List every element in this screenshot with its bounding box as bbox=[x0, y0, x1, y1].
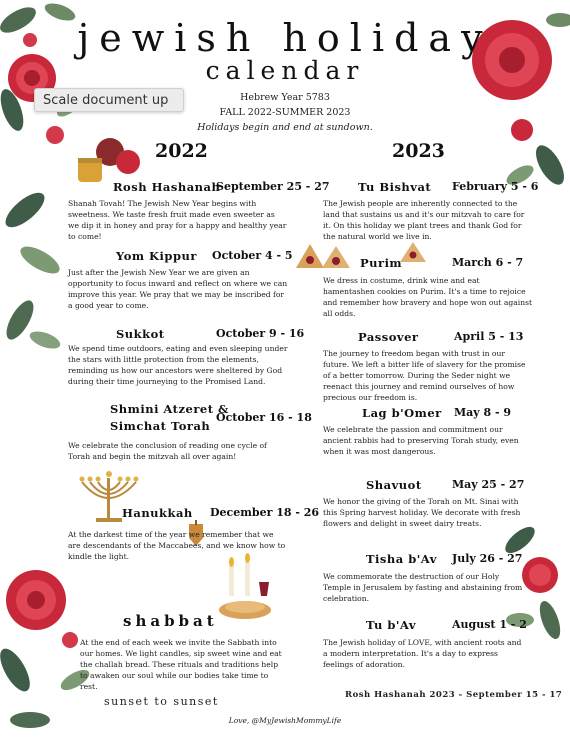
hamentashen-icon bbox=[292, 240, 354, 272]
candles-challah-icon bbox=[215, 552, 280, 622]
tu-bav-date: August 1 - 2 bbox=[452, 618, 527, 631]
rosh-hashanah-desc: Shanah Tovah! The Jewish New Year begins with sweetness. We taste fresh fruit made even sweeter as we dip it in honey and pray for a happy and healthy year to come! bbox=[68, 199, 287, 241]
yom-kippur-title: Yom Kippur bbox=[116, 249, 197, 263]
credit: Love, @MyJewishMommyLife bbox=[228, 716, 342, 725]
sukkot-desc: We spend time outdoors, eating and even sleeping under the stars with little protection from the elements, reminding us how our ancestors were sheltered by God during their time journeying to the Promised Land. bbox=[68, 344, 288, 386]
tu-bav-desc: The Jewish holiday of LOVE, with ancient roots and a modern interpretation. It's a day to express feelings of adoration. bbox=[323, 638, 522, 669]
title-line-2: calendar bbox=[205, 56, 365, 85]
passover-date: April 5 - 13 bbox=[454, 330, 524, 343]
shmini-atzeret-date: October 16 - 18 bbox=[216, 411, 312, 424]
scale-document-up-tooltip[interactable]: Scale document up bbox=[34, 88, 184, 112]
shavuot-title: Shavuot bbox=[366, 478, 422, 492]
shavuot-date: May 25 - 27 bbox=[452, 478, 525, 491]
sukkot-date: October 9 - 16 bbox=[216, 327, 305, 340]
hanukkah-title: Hanukkah bbox=[122, 506, 193, 520]
passover-title: Passover bbox=[358, 330, 419, 344]
tu-bishvat-title: Tu Bishvat bbox=[358, 180, 432, 194]
yom-kippur-date: October 4 - 5 bbox=[212, 249, 293, 262]
hanukkah-desc: At the darkest time of the year we remember that we are descendants of the Maccabees, and we know how to kindle the light. bbox=[68, 530, 286, 561]
lag-bomer-desc: We celebrate the passion and commitment our ancient rabbis had to preserving Torah study, even when it was most dangerous. bbox=[323, 425, 519, 456]
rosh-hashanah-title: Rosh Hashanah bbox=[113, 180, 221, 194]
tisha-bav-desc: We commemorate the destruction of our Holy Temple in Jerusalem by fasting and abstaining from celebration. bbox=[323, 572, 523, 603]
hebrew-year: Hebrew Year 5783 bbox=[240, 92, 330, 103]
shabbat-footer: sunset to sunset bbox=[104, 695, 219, 708]
title-line-1: jewish holiday bbox=[77, 16, 493, 60]
passover-desc: The journey to freedom began with trust in our future. We left a bitter life of slavery for the promise of a better tomorrow. During the Seder night we reenact this journey and remind ourselves of how precious our freedom is. bbox=[323, 349, 526, 402]
hamentashen-icon-2 bbox=[398, 240, 428, 265]
rosh-hashanah-date: September 25 - 27 bbox=[216, 180, 330, 193]
tisha-bav-title: Tisha b'Av bbox=[366, 552, 437, 566]
year-2022: 2022 bbox=[155, 140, 208, 162]
lag-bomer-date: May 8 - 9 bbox=[454, 406, 512, 419]
purim-title: Purim bbox=[360, 256, 403, 270]
purim-desc: We dress in costume, drink wine and eat hamentashen cookies on Purim. It's a time to rejoice and remember how bravery and hope won out against all odds. bbox=[323, 276, 533, 318]
shavuot-desc: We honor the giving of the Torah on Mt. Sinai with this Spring harvest holiday. We decorate with fresh flowers and delight in sweet dairy treats. bbox=[323, 497, 521, 528]
tu-bishvat-desc: The Jewish people are inherently connected to the land that sustains us and it's our mitzvah to care for it. On this holiday we plant trees and thank God for the natural world we live in. bbox=[323, 199, 525, 241]
tisha-bav-date: July 26 - 27 bbox=[452, 552, 523, 565]
yom-kippur-desc: Just after the Jewish New Year we are given an opportunity to focus inward and reflect on where we can improve this year. We pray that we may be inscribed for a good year to come. bbox=[68, 268, 288, 310]
shmini-atzeret-title: Shmini Atzeret & bbox=[110, 402, 229, 416]
hanukkah-date: December 18 - 26 bbox=[210, 506, 320, 519]
purim-date: March 6 - 7 bbox=[452, 256, 524, 269]
year-2023: 2023 bbox=[392, 140, 445, 162]
simchat-torah-title: Simchat Torah bbox=[110, 419, 211, 433]
tu-bav-title: Tu b'Av bbox=[366, 618, 417, 632]
shabbat-title: shabbat bbox=[123, 612, 218, 630]
shmini-atzeret-desc: We celebrate the conclusion of reading one cycle of Torah and begin the mitzvah all over again! bbox=[68, 441, 267, 461]
honey-apple-icon bbox=[70, 132, 150, 187]
tu-bishvat-date: February 5 - 6 bbox=[452, 180, 539, 193]
sundown-note: Holidays begin and end at sundown. bbox=[197, 122, 373, 133]
season-range: FALL 2022-SUMMER 2023 bbox=[219, 107, 351, 118]
lag-bomer-title: Lag b'Omer bbox=[362, 406, 442, 420]
sukkot-title: Sukkot bbox=[116, 327, 165, 341]
shabbat-desc: At the end of each week we invite the Sabbath into our homes. We light candles, sip sweet wine and eat the challah bread. These rituals and traditions help to awaken our soul while our bodies take time to rest. bbox=[80, 638, 282, 691]
next-rosh-hashanah: Rosh Hashanah 2023 - September 15 - 17 bbox=[345, 690, 563, 700]
